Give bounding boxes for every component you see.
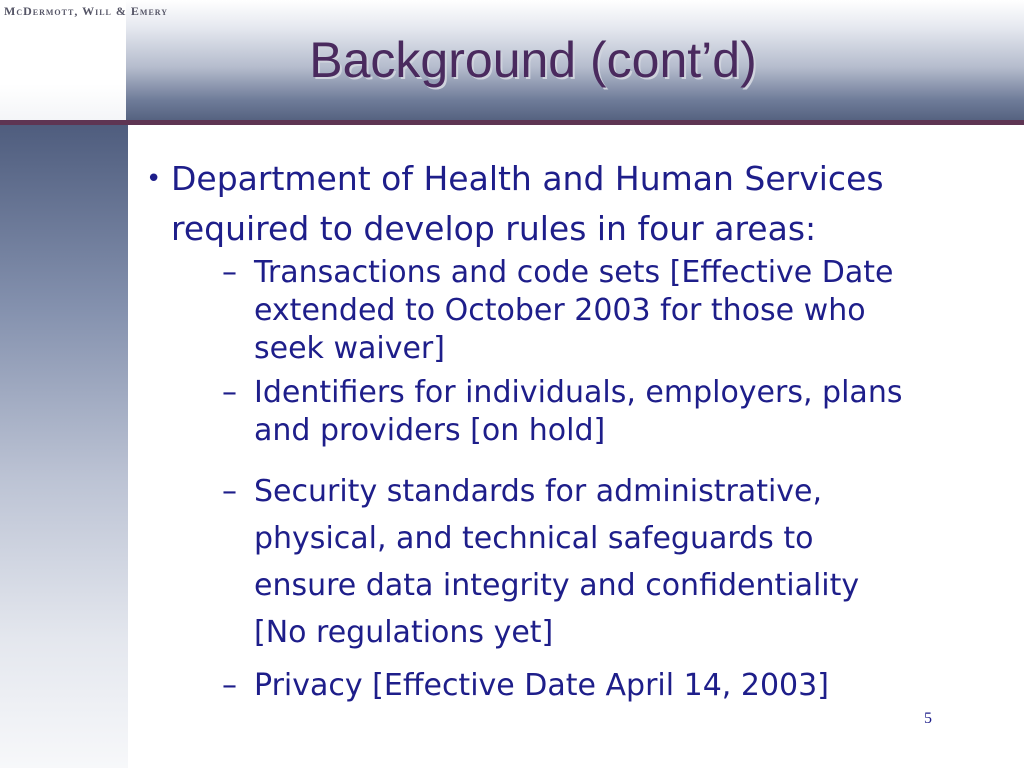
sub-item-line: Transactions and code sets [Effective Date <box>254 255 894 290</box>
sub-item-marker: – <box>222 255 237 290</box>
sub-item-line: Identifiers for individuals, employers, plans <box>254 375 903 410</box>
slide-title: Background (cont’d) <box>309 32 757 88</box>
sub-list <box>216 254 1016 709</box>
sub-item-line: extended to October 2003 for those who <box>254 293 866 328</box>
sub-item-marker: – <box>222 474 237 509</box>
firm-logo: McDermott, Will & Emery <box>4 4 169 18</box>
bullet-line: required to develop rules in four areas: <box>171 209 817 248</box>
sub-item-identifiers <box>216 374 1016 450</box>
sub-item-marker: – <box>222 375 237 410</box>
bullet-line: Department of Health and Human Services <box>171 159 884 198</box>
bullet-marker: • <box>146 164 162 194</box>
sub-item-line: and providers [on hold] <box>254 413 606 448</box>
page-number: 5 <box>924 710 932 727</box>
sub-item-line: seek waiver] <box>254 331 445 366</box>
bullet-item <box>146 154 1016 254</box>
sub-item-marker: – <box>222 668 237 703</box>
sidebar-gradient <box>0 125 128 768</box>
slide-content <box>146 150 1016 715</box>
sub-item-line: ensure data integrity and confidentiality <box>254 568 860 603</box>
sub-item-privacy <box>216 662 1016 709</box>
sub-item-line: Privacy [Effective Date April 14, 2003] <box>254 668 829 703</box>
sub-item-line: Security standards for administrative, <box>254 474 823 509</box>
sub-item-line: physical, and technical safeguards to <box>254 521 814 556</box>
sub-item-line: [No regulations yet] <box>254 615 554 650</box>
header-rule <box>0 120 1024 125</box>
sub-item-transactions <box>216 254 1016 368</box>
sub-item-security <box>216 468 1016 656</box>
